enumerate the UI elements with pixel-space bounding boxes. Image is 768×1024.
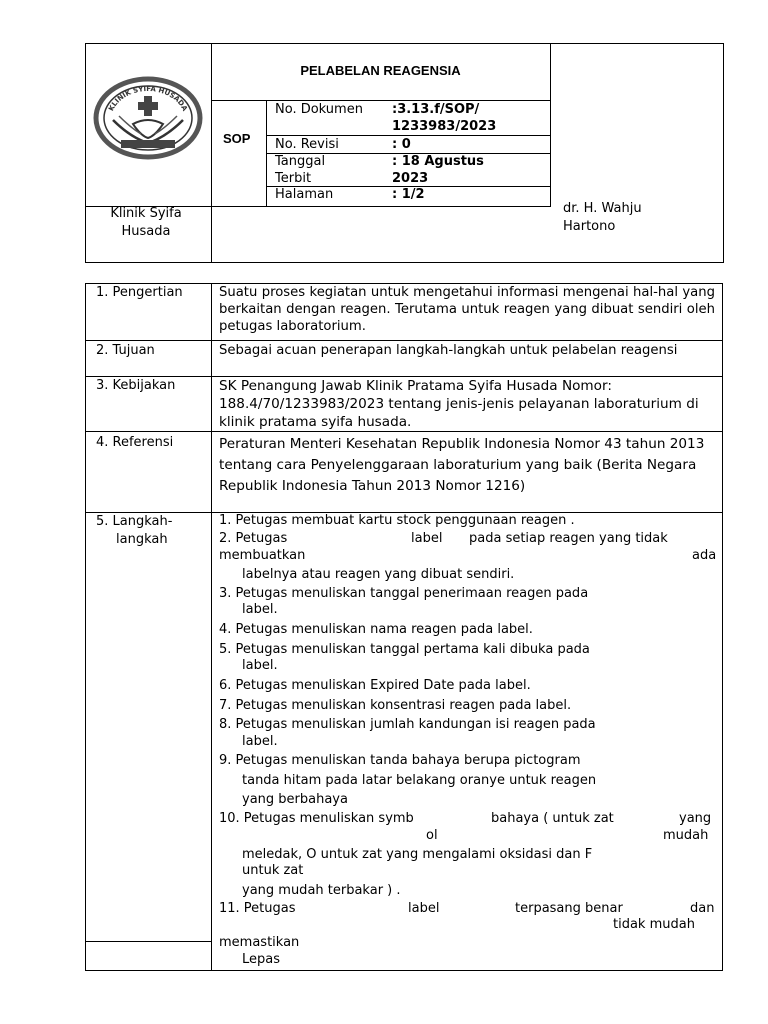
step-2: labelnya atau reagen yang dibuat sendiri.	[242, 567, 515, 582]
clinic-name: Klinik Syifa Husada	[110, 206, 182, 239]
step-11: Lepas	[242, 952, 281, 967]
step-7: 7. Petugas menuliskan konsentrasi reagen pada label.	[219, 698, 572, 713]
step-2: ada	[692, 548, 717, 563]
section-label-tujuan: 2. Tujuan	[96, 343, 155, 358]
step-2: pada setiap reagen yang tidak	[469, 531, 668, 546]
step-11: terpasang benar	[515, 901, 623, 916]
step-10: meledak, O untuk zat yang mengalami oksidasi dan F	[242, 847, 593, 862]
step-8: label.	[242, 734, 278, 749]
step-9: 9. Petugas menuliskan tanda bahaya berupa pictogram	[219, 753, 581, 768]
step-9: yang berbahaya	[242, 792, 348, 807]
step-10: 10. Petugas menuliskan symb	[219, 811, 414, 826]
step-5: 5. Petugas menuliskan tanggal pertama kali dibuka pada	[219, 642, 590, 657]
step-4: 4. Petugas menuliskan nama reagen pada label.	[219, 622, 533, 637]
table-divider	[85, 941, 211, 942]
step-6: 6. Petugas menuliskan Expired Date pada label.	[219, 678, 531, 693]
step-11: label	[408, 901, 440, 916]
field-label-no-revisi: No. Revisi	[275, 137, 339, 152]
step-10: ol	[426, 828, 438, 843]
document-title: PELABELAN REAGENSIA	[300, 63, 461, 78]
table-divider	[211, 283, 212, 971]
section-label-pengertian: 1. Pengertian	[96, 285, 183, 300]
section-label-kebijakan: 3. Kebijakan	[96, 378, 176, 393]
field-label-no-dokumen: No. Dokumen	[275, 102, 363, 117]
section-text-kebijakan: SK Penangung Jawab Klinik Pratama Syifa Husada Nomor: 188.4/70/1233983/2023 tentang jenis-jenis pelayanan laboraturium di klinik pratama syifa husada.	[219, 378, 699, 430]
step-3: 3. Petugas menuliskan tanggal penerimaan reagen pada	[219, 586, 589, 601]
section-label-langkah: 5. Langkah-	[96, 514, 173, 529]
step-11: 11. Petugas	[219, 901, 296, 916]
step-11: memastikan	[219, 935, 300, 950]
field-value-halaman: : 1/2	[392, 187, 425, 202]
step-8: 8. Petugas menuliskan jumlah kandungan isi reagen pada	[219, 717, 596, 732]
section-text-referensi: Peraturan Menteri Kesehatan Republik Indonesia Nomor 43 tahun 2013 tentang cara Penyelenggaraan laboraturium yang baik (Berita Negara Republik Indonesia Tahun 2013 Nomor 1216)	[219, 436, 705, 494]
table-divider	[85, 340, 723, 341]
step-10: untuk zat	[242, 863, 304, 878]
section-text-pengertian: Suatu proses kegiatan untuk mengetahui informasi mengenai hal-hal yang berkaitan dengan reagen. Terutama untuk reagen yang dibuat sendiri oleh petugas laboratorium.	[219, 285, 715, 334]
step-10: yang	[679, 811, 712, 826]
logo-text: KLINIK SYIFA HUSADA	[107, 84, 189, 113]
step-11: tidak mudah	[613, 917, 695, 932]
sop-label: SOP	[223, 131, 251, 146]
header-divider	[550, 43, 551, 207]
step-2: membuatkan	[219, 548, 306, 563]
step-10: yang mudah terbakar ) .	[242, 883, 401, 898]
step-3: label.	[242, 602, 278, 617]
signatory-name: dr. H. Wahju Hartono	[563, 201, 642, 234]
step-9: tanda hitam pada latar belakang oranye untuk reagen	[242, 773, 597, 788]
step-1: 1. Petugas membuat kartu stock penggunaan reagen .	[219, 513, 575, 528]
field-value-no-dokumen: :3.13.f/SOP/ 1233983/2023	[392, 102, 497, 134]
table-divider	[85, 431, 723, 432]
section-text-tujuan: Sebagai acuan penerapan langkah-langkah untuk pelabelan reagensi	[219, 343, 678, 358]
step-11: dan	[690, 901, 715, 916]
step-2: 2. Petugas	[219, 531, 288, 546]
field-value-tanggal-terbit: : 18 Agustus 2023	[392, 154, 484, 186]
field-label-halaman: Halaman	[275, 187, 334, 202]
section-label-langkah-2: langkah	[116, 532, 168, 547]
field-value-no-revisi: : 0	[392, 137, 411, 152]
step-10: bahaya ( untuk zat	[491, 811, 614, 826]
step-10: mudah	[663, 828, 709, 843]
section-label-referensi: 4. Referensi	[96, 435, 174, 450]
step-5: label.	[242, 658, 278, 673]
step-2: label	[411, 531, 443, 546]
clinic-logo	[93, 76, 203, 160]
field-label-tanggal-terbit: Tanggal Terbit	[275, 154, 326, 186]
